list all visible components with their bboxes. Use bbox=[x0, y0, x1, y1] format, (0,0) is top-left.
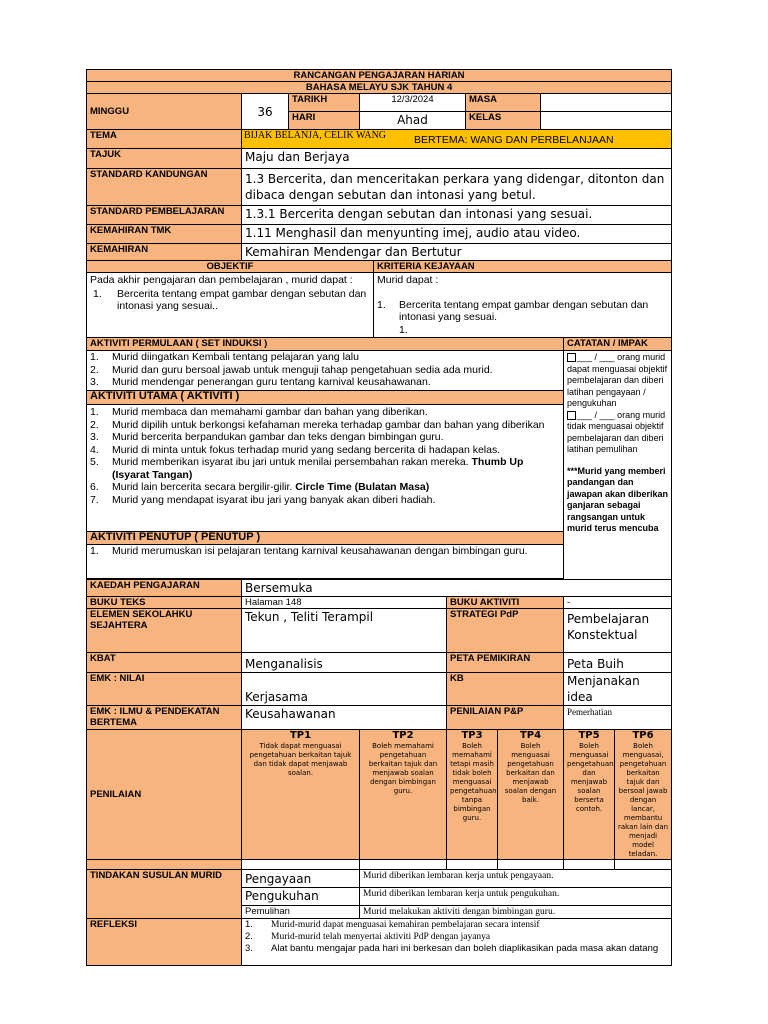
rph-document bbox=[86, 69, 671, 966]
minggu-label: MINGGU bbox=[87, 94, 242, 130]
catatan-para-1: ___ / ___ orang murid dapat menguasai objektif pembelajaran dan diberi latihan pengayaan / pengukuhan bbox=[567, 352, 668, 408]
catatan-para-2: ___ / ___ orang murid tidak menguasai objektif pembelajaran dan diberi latihan pemulihan bbox=[567, 409, 666, 454]
list-item: 1. Murid-murid dapat menguasai kemahiran pembelajaran secara intensif bbox=[245, 919, 540, 930]
kriteria-body bbox=[374, 273, 672, 338]
susulan-label: TINDAKAN SUSULAN MURID bbox=[87, 870, 242, 919]
strategi-label: STRATEGI PdP bbox=[447, 609, 564, 653]
tp2-cell: TP2 Boleh memahami pengetahuan berkaitan tajuk dan menjawab soalan dengan bimbingan guru. bbox=[360, 730, 447, 860]
buku-label: BUKU TEKS bbox=[87, 597, 242, 609]
list-item: 7. Murid yang mendapat isyarat ibu jari yang banyak akan diberi hadiah. bbox=[90, 493, 436, 506]
utama-body bbox=[87, 405, 564, 532]
objektif-intro: Pada akhir pengajaran dan pembelajaran , murid dapat : bbox=[90, 274, 353, 286]
kelas-label: KELAS bbox=[466, 112, 541, 130]
hari-label: HARI bbox=[289, 112, 360, 130]
susulan-type: Pengukuhan bbox=[242, 888, 360, 906]
list-item: 1. Bercerita tentang empat gambar dengan sebutan dan intonasi yang sesuai.. bbox=[93, 287, 367, 312]
susulan-desc: Murid diberikan lembaran kerja untuk pengayaan. bbox=[360, 870, 672, 888]
tarikh-value: 12/3/2024 bbox=[360, 94, 466, 112]
checkbox-icon bbox=[567, 353, 576, 362]
aktiviti-label: BUKU AKTIVITI bbox=[447, 597, 564, 609]
tema-label: TEMA bbox=[87, 130, 242, 149]
rph-table bbox=[86, 69, 672, 966]
objektif-header: OBJEKTIF bbox=[87, 261, 374, 273]
list-item: 3. Murid bercerita berpandukan gambar dan teks dengan bimbingan guru. bbox=[90, 431, 444, 443]
list-item: 2. Murid-murid telah menyertai aktiviti PdP dengan jayanya bbox=[245, 931, 491, 942]
sp-label: STANDARD PEMBELAJARAN bbox=[87, 206, 242, 225]
tmk-label: KEMAHIRAN TMK bbox=[87, 225, 242, 244]
penilaian-label: PENILAIAN bbox=[87, 730, 242, 860]
catatan-body bbox=[564, 351, 672, 580]
strategi-value: Pembelajaran Konstektual bbox=[564, 609, 672, 653]
masa-label: MASA bbox=[466, 94, 541, 112]
tema-part-a: BIJAK BELANJA, CELIK WANG bbox=[244, 130, 387, 141]
tajuk-label: TAJUK bbox=[87, 149, 242, 169]
refleksi-body bbox=[242, 919, 672, 966]
kaedah-label: KAEDAH PENGAJARAN bbox=[87, 580, 242, 597]
tp3-cell: TP3 Boleh memahami tetapi masih tidak boleh menguasai pengetahuan tanpa bimbingan guru. bbox=[447, 730, 498, 860]
tema-part-b: BERTEMA: WANG DAN PERBELANJAAN bbox=[414, 134, 614, 146]
penutup-header: AKTIVITI PENUTUP ( PENUTUP ) bbox=[87, 532, 564, 545]
kbat-value: Menganalisis bbox=[242, 653, 447, 673]
kelas-value bbox=[541, 112, 672, 130]
masa-value bbox=[541, 94, 672, 112]
kemahiran-label: KEMAHIRAN bbox=[87, 244, 242, 261]
list-item: 1. Bercerita tentang empat gambar dengan sebutan dan intonasi yang sesuai. bbox=[377, 298, 649, 323]
list-item: 5. Murid memberikan isyarat ibu jari untuk menilai persembahan rakan mereka. Thumb Up (Isyarat Tangan) bbox=[90, 456, 524, 481]
permulaan-body bbox=[87, 351, 564, 391]
tmk-value: 1.11 Menghasil dan menyunting imej, audio atau video. bbox=[242, 225, 672, 244]
tarikh-label: TARIKH bbox=[289, 94, 360, 112]
list-item: 4. Murid di minta untuk fokus terhadap murid yang sedang bercerita di hadapan kelas. bbox=[90, 443, 501, 456]
sp-value: 1.3.1 Bercerita dengan sebutan dan intonasi yang sesuai. bbox=[242, 206, 672, 225]
list-item: 1. bbox=[399, 323, 408, 336]
list-item: 3. Murid mendengar penerangan guru tentang karnival keusahawanan. bbox=[90, 376, 431, 388]
list-item: 6. Murid lain bercerita secara bergilir-gilir. Circle Time (Bulatan Masa) bbox=[90, 481, 430, 493]
nilai-value: Kerjasama bbox=[242, 673, 447, 706]
tp4-cell: TP4 Boleh menguasai pengetahuan berkaitan dan menjawab soalan dengan baik. bbox=[498, 730, 564, 860]
tema-value bbox=[242, 130, 672, 149]
elemen-value: Tekun , Teliti Terampil bbox=[242, 609, 447, 653]
sk-label: STANDARD KANDUNGAN bbox=[87, 169, 242, 206]
doc-subtitle: BAHASA MELAYU SJK TAHUN 4 bbox=[87, 82, 672, 94]
catatan-header: CATATAN / IMPAK bbox=[564, 338, 672, 351]
kb-label: KB bbox=[447, 673, 564, 706]
list-item: 1. Murid merumuskan isi pelajaran tentang karnival keusahawanan dengan bimbingan guru. bbox=[90, 545, 528, 557]
minggu-value: 36 bbox=[242, 94, 289, 130]
catatan-para-3: ***Murid yang memberi pandangan dan jawapan akan diberikan ganjaran sebagai rangsangan untuk murid terus mencuba bbox=[567, 465, 669, 533]
tajuk-value: Maju dan Berjaya bbox=[242, 149, 672, 169]
hari-value: Ahad bbox=[360, 112, 466, 130]
permulaan-header: AKTIVITI PERMULAAN ( SET INDUKSI ) bbox=[87, 338, 564, 351]
doc-title: RANCANGAN PENGAJARAN HARIAN bbox=[87, 70, 672, 82]
susulan-type: Pengayaan bbox=[242, 870, 360, 888]
checkbox-icon bbox=[567, 411, 576, 420]
penilaian-pp-label: PENILAIAN P&P bbox=[447, 706, 564, 730]
objektif-body bbox=[87, 273, 374, 338]
list-item: 1. Murid membaca dan memahami gambar dan bahan yang diberikan. bbox=[90, 406, 428, 418]
tp5-cell: TP5 Boleh menguasai pengetahuan dan menjawab soalan berserta contoh. bbox=[564, 730, 615, 860]
elemen-label: ELEMEN SEKOLAHKU SEJAHTERA bbox=[87, 609, 242, 653]
ilmu-label: EMK : ILMU & PENDEKATAN BERTEMA bbox=[87, 706, 242, 730]
kbat-label: KBAT bbox=[87, 653, 242, 673]
penilaian-pp-value: Pemerhatian bbox=[564, 706, 672, 730]
list-item: 2. Murid dan guru bersoal jawab untuk menguji tahap pengetahuan sedia ada murid. bbox=[90, 363, 493, 376]
list-item: 3. Alat bantu mengajar pada hari ini berkesan dan boleh diaplikasikan pada masa akan datang bbox=[245, 943, 659, 954]
refleksi-label: REFLEKSI bbox=[87, 919, 242, 966]
nilai-label: EMK : NILAI bbox=[87, 673, 242, 706]
kemahiran-value: Kemahiran Mendengar dan Bertutur bbox=[242, 244, 672, 261]
aktiviti-value: - bbox=[564, 597, 672, 609]
peta-value: Peta Buih bbox=[564, 653, 672, 673]
peta-label: PETA PEMIKIRAN bbox=[447, 653, 564, 673]
sk-value: 1.3 Bercerita, dan menceritakan perkara yang didengar, ditonton dan dibaca dengan sebutan dan intonasi yang betul. bbox=[242, 169, 672, 206]
kaedah-value: Bersemuka bbox=[242, 580, 672, 597]
utama-header: AKTIVITI UTAMA ( AKTIVITI ) bbox=[87, 391, 564, 405]
buku-value: Halaman 148 bbox=[242, 597, 447, 609]
ilmu-value: Keusahawanan bbox=[242, 706, 447, 730]
kriteria-intro: Murid dapat : bbox=[377, 274, 439, 286]
susulan-desc: Murid melakukan aktiviti dengan bimbingan guru. bbox=[360, 906, 672, 919]
tp1-cell: TP1 Tidak dapat menguasai pengetahuan berkaitan tajuk dan tidak dapat menjawab soalan. bbox=[242, 730, 360, 860]
kriteria-header: KRITERIA KEJAYAAN bbox=[374, 261, 672, 273]
susulan-desc: Murid diberikan lembaran kerja untuk pengukuhan. bbox=[360, 888, 672, 906]
list-item: 2. Murid dipilih untuk berkongsi kefahaman mereka terhadap gambar dan bahan yang diberikan bbox=[90, 418, 545, 431]
tp6-cell: TP6 Boleh menguasai, pengetahuan berkaitan tajuk dan bersoal jawab dengan lancar, membantu rakan lain dan menjadi model teladan. bbox=[615, 730, 672, 860]
susulan-type: Pemulihan bbox=[242, 906, 360, 919]
kb-value: Menjanakan idea bbox=[564, 673, 672, 706]
penutup-body bbox=[87, 545, 564, 579]
list-item: 1. Murid diingatkan Kembali tentang pelajaran yang lalu bbox=[90, 351, 359, 363]
